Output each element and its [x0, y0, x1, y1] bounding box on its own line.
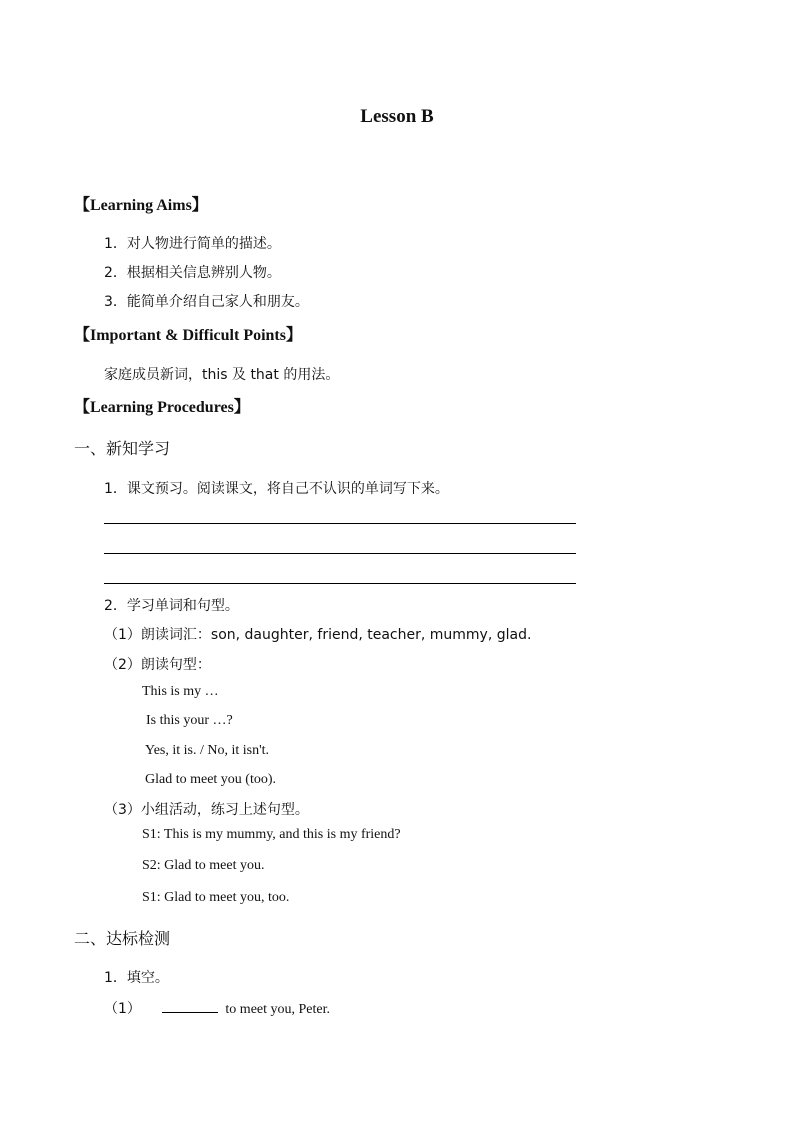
dialogue-line-3: S1: Glad to meet you, too. [142, 890, 290, 905]
part1-item-2: 2．学习单词和句型。 [104, 598, 239, 614]
sub-item-2: （2）朗读句型： [104, 657, 211, 673]
sentence-1: This is my … [142, 684, 219, 699]
answer-line-3 [104, 583, 576, 584]
sub-item-3: （3）小组活动，练习上述句型。 [104, 802, 309, 818]
page-title: Lesson B [360, 106, 434, 127]
sub-item-1: （1）朗读词汇：son, daughter, friend, teacher, mummy, glad. [104, 627, 532, 643]
sentence-4: Glad to meet you (too). [145, 772, 277, 787]
aim-item-2: 2．根据相关信息辨别人物。 [104, 265, 281, 281]
fill-blank[interactable] [162, 1000, 218, 1013]
part2-item-1: 1．填空。 [104, 970, 169, 986]
learning-aims-heading: 【Learning Aims】 [74, 197, 208, 214]
important-points-text: 家庭成员新词，this 及 that 的用法。 [104, 367, 340, 383]
learning-procedures-heading: 【Learning Procedures】 [74, 399, 250, 416]
important-points-heading: 【Important & Difficult Points】 [74, 327, 302, 344]
answer-line-1 [104, 523, 576, 524]
part1-item-1: 1．课文预习。阅读课文，将自己不认识的单词写下来。 [104, 481, 449, 497]
dialogue-line-1: S1: This is my mummy, and this is my friend? [142, 827, 401, 842]
question-number: （1） [104, 1001, 141, 1017]
dialogue-line-2: S2: Glad to meet you. [142, 858, 265, 873]
aim-item-1: 1．对人物进行简单的描述。 [104, 236, 281, 252]
sentence-2: Is this your …? [146, 713, 233, 728]
part2-heading: 二、达标检测 [74, 929, 171, 948]
part1-heading: 一、新知学习 [74, 439, 171, 458]
question-text: to meet you, Peter. [225, 1002, 331, 1017]
sentence-3: Yes, it is. / No, it isn't. [145, 743, 270, 758]
aim-item-3: 3．能简单介绍自己家人和朋友。 [104, 294, 309, 310]
question-1 [104, 998, 330, 1018]
answer-line-2 [104, 553, 576, 554]
